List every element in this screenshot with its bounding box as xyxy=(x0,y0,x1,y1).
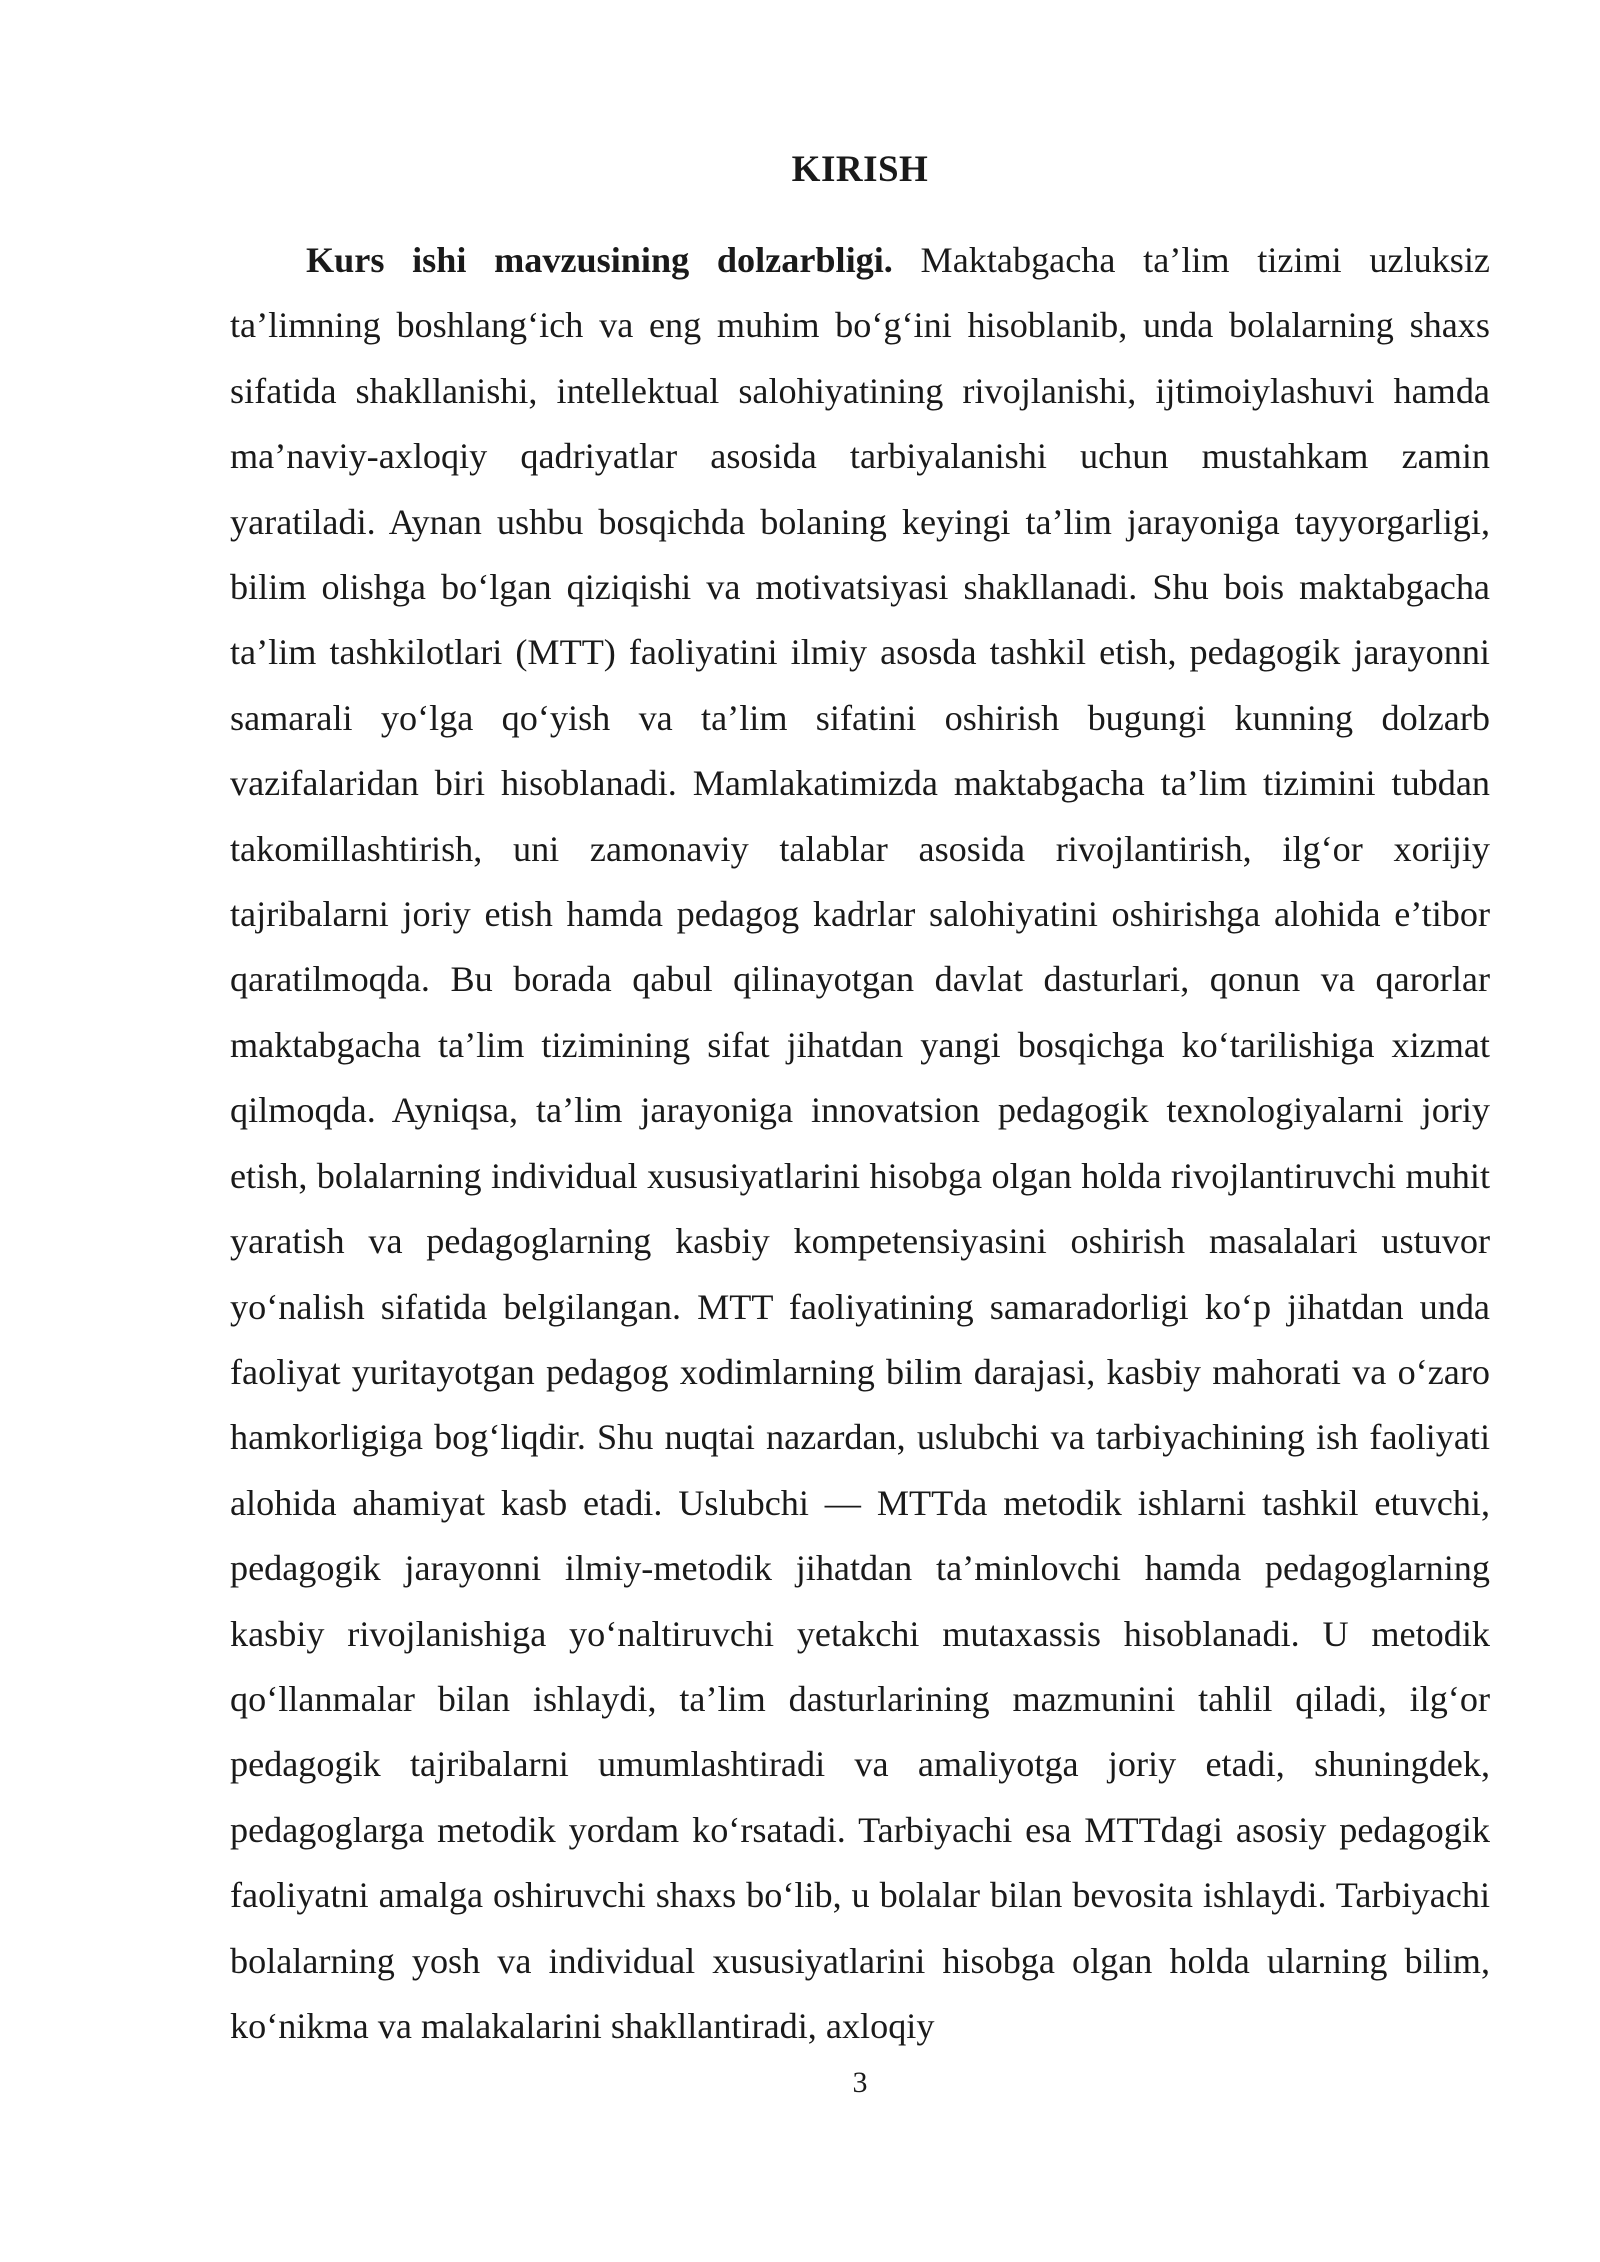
page-heading: KIRISH xyxy=(791,149,929,190)
paragraph-text: Maktabgacha ta’lim tizimi uzluksiz ta’limning boshlang‘ich va eng muhim bo‘g‘ini hisoblanib, unda bolalarning shaxs sifatida shakllanishi, intellektual salohiyatining rivojlanishi, ijtimoiylashuvi hamda ma’naviy-axloqiy qadriyatlar asosida tarbiyalanishi uchun mustahkam zamin yaratiladi. Aynan ushbu bosqichda bolaning keyingi ta’lim jarayoniga tayyorgarligi, bilim olishga bo‘lgan qiziqishi va motivatsiyasi shakllanadi. Shu bois maktabgacha ta’lim tashkilotlari (MTT) faoliyatini ilmiy asosda tashkil etish, pedagogik jarayonni samarali yo‘lga qo‘yish va ta’lim sifatini oshirish bugungi kunning dolzarb vazifalaridan biri hisoblanadi. Mamlakatimizda maktabgacha ta’lim tizimini tubdan takomillashtirish, uni zamonaviy talablar asosida rivojlantirish, ilg‘or xorijiy tajribalarni joriy etish hamda pedagog kadrlar salohiyatini oshirishga alohida e’tibor qaratilmoqda. Bu borada qabul qilinayotgan davlat dasturlari, qonun va qarorlar maktabgacha ta’lim tizimining sifat jihatdan yangi bosqichga ko‘tarilishiga xizmat qilmoqda. Ayniqsa, ta’lim jarayoniga innovatsion pedagogik texnologiyalarni joriy etish, bolalarning individual xususiyatlarini hisobga olgan holda rivojlantiruvchi muhit yaratish va pedagoglarning kasbiy kompetensiyasini oshirish masalalari ustuvor yo‘nalish sifatida belgilangan. MTT faoliyatining samaradorligi ko‘p jihatdan unda faoliyat yuritayotgan pedagog xodimlarning bilim darajasi, kasbiy mahorati va o‘zaro hamkorligiga bog‘liqdir. Shu nuqtai nazardan, uslubchi va tarbiyachining ish faoliyati alohida ahamiyat kasb etadi. Uslubchi — MTTda metodik ishlarni tashkil etuvchi, pedagogik jarayonni ilmiy-metodik jihatdan ta’minlovchi hamda pedagoglarning kasbiy rivojlanishiga yo‘naltiruvchi yetakchi mutaxassis hisoblanadi. U metodik qo‘llanmalar bilan ishlaydi, ta’lim dasturlarining mazmunini tahlil qiladi, ilg‘or pedagogik tajribalarni umumlashtiradi va amaliyotga joriy etadi, shuningdek, pedagoglarga metodik yordam ko‘rsatadi. Tarbiyachi esa MTTdagi asosiy pedagogik faoliyatni amalga oshiruvchi shaxs bo‘lib, u bolalar bilan bevosita ishlaydi. Tarbiyachi bolalarning yosh va individual xususiyatlarini hisobga olgan holda ularning bilim, ko‘nikma va malakalarini shakllantiradi, axloqiy xyxy=(230,240,1490,2046)
page-number: 3 xyxy=(852,2066,868,2099)
paragraph-lead: Kurs ishi mavzusining dolzarbligi. xyxy=(306,240,893,280)
body-paragraph xyxy=(230,228,1490,2059)
